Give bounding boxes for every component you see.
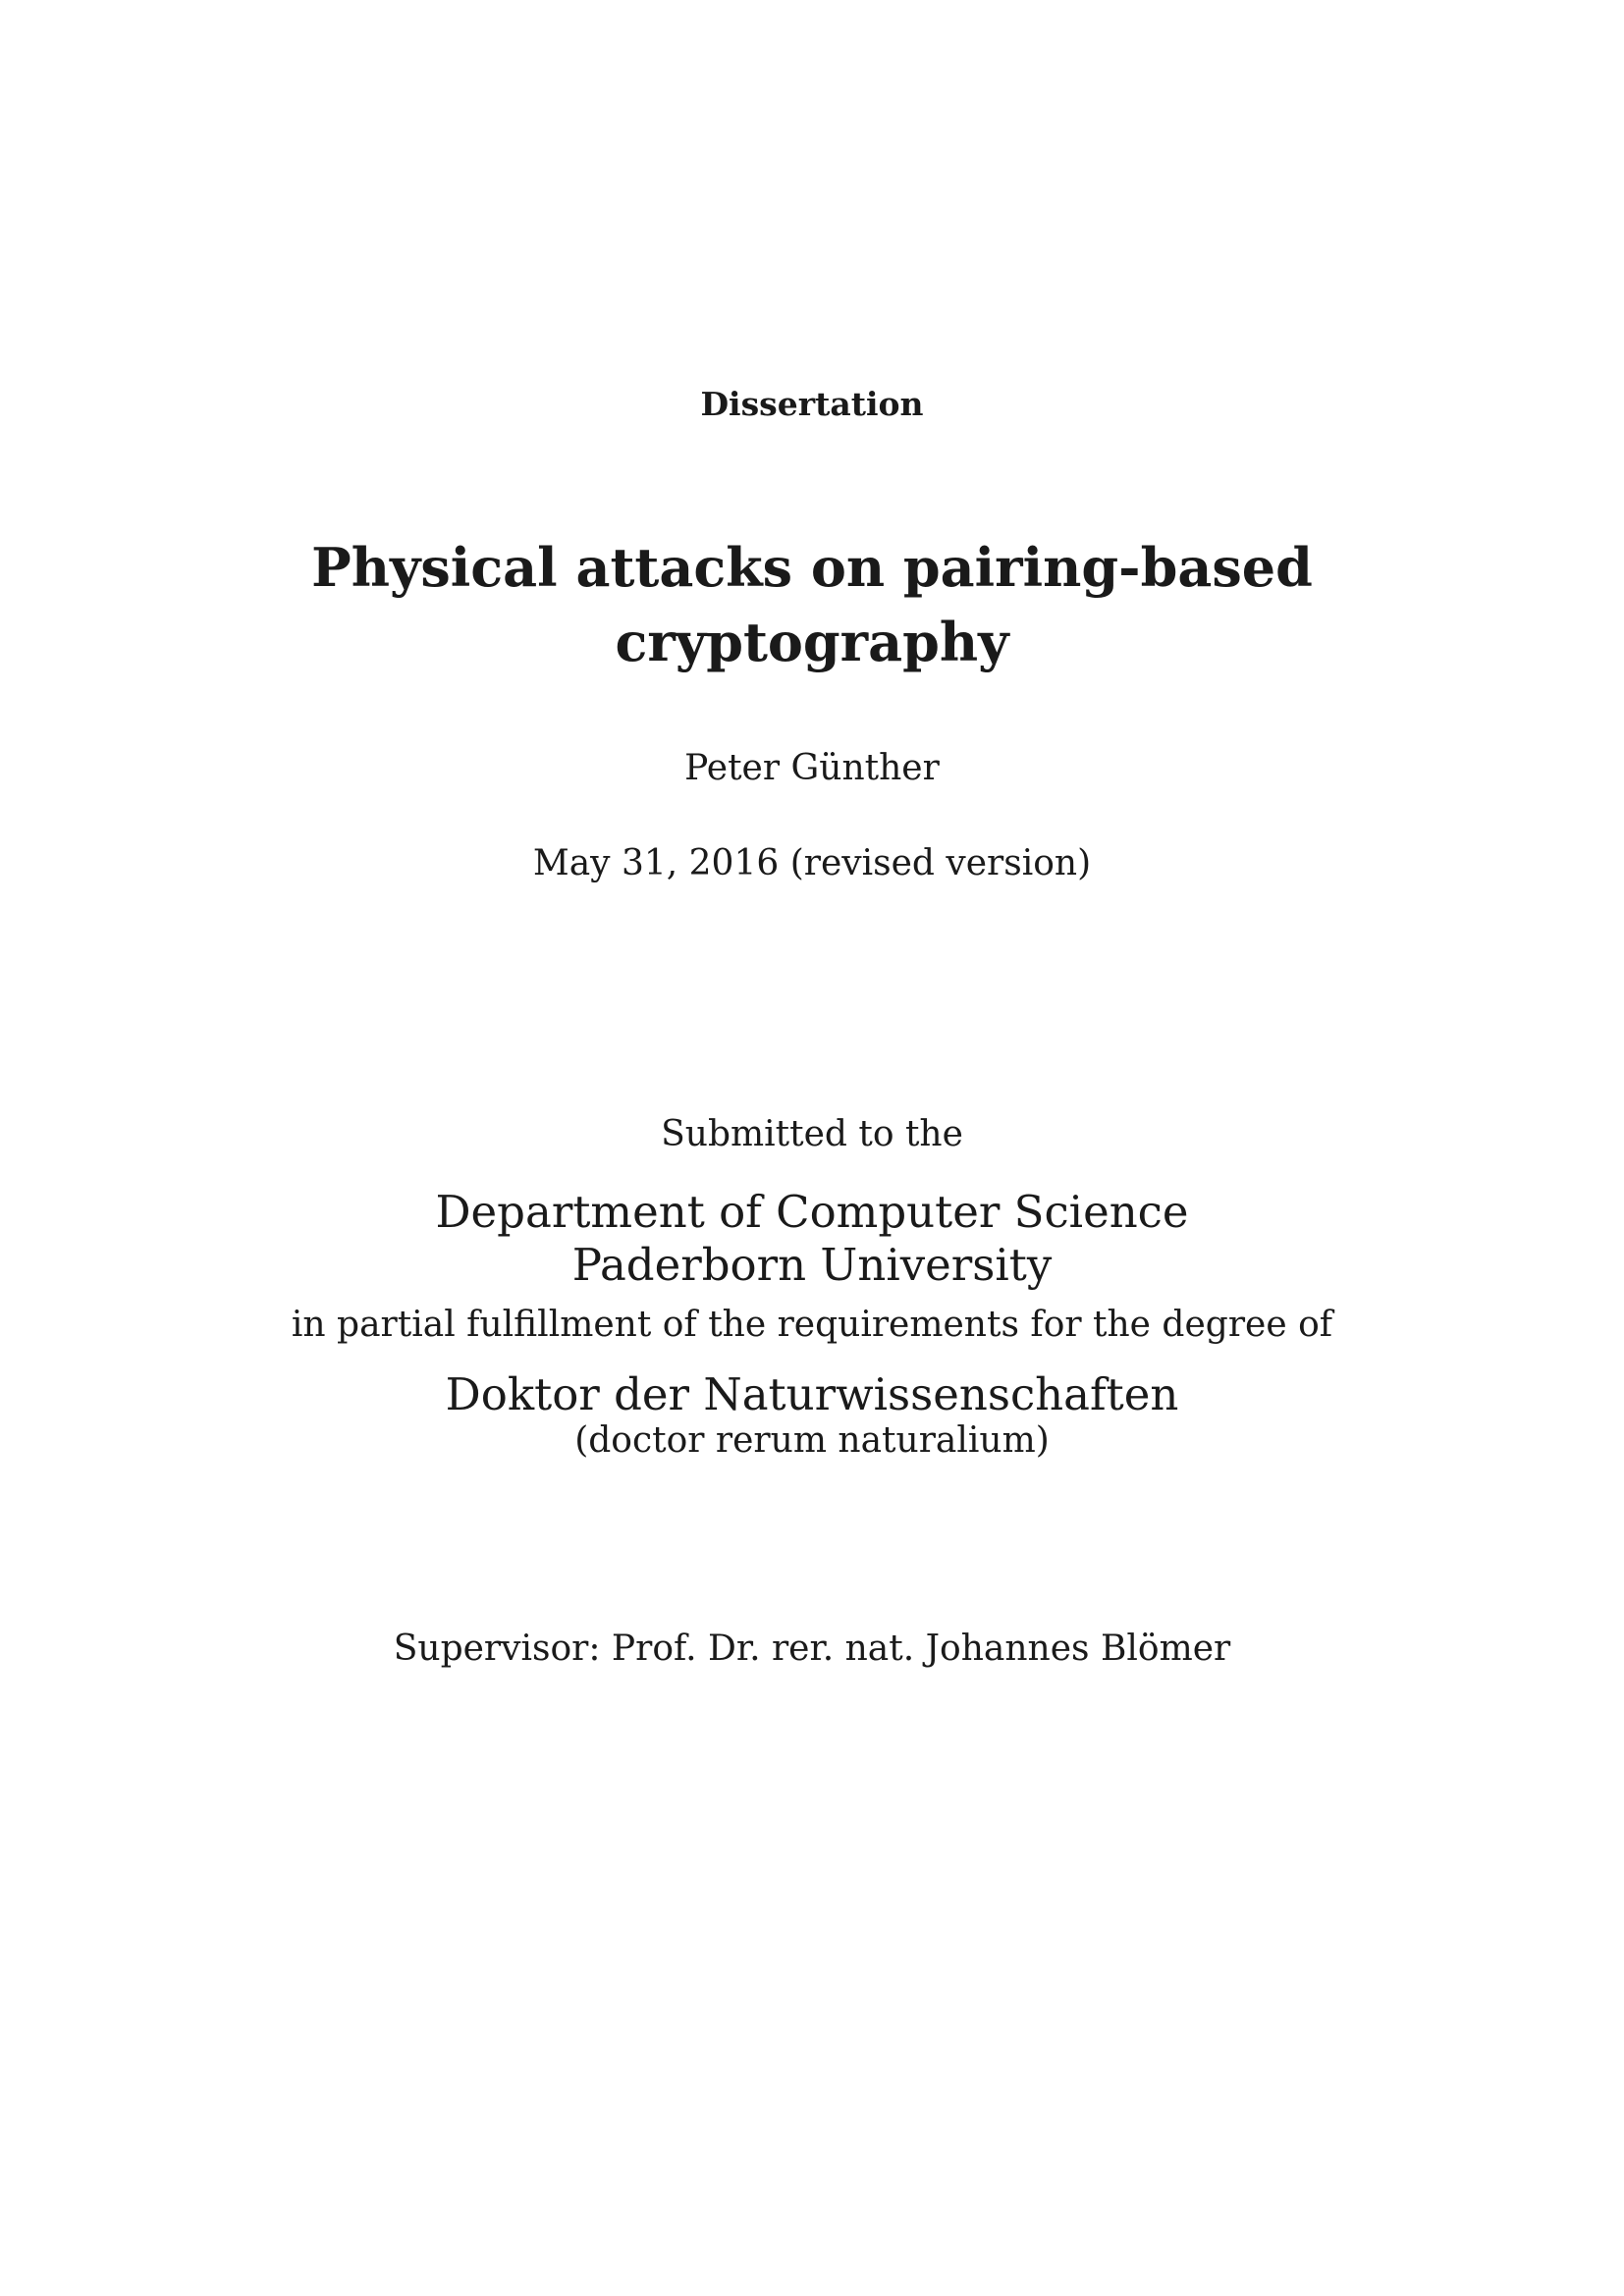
university-name: Paderborn University [571,1239,1053,1291]
document-label: Dissertation [700,385,924,423]
document-title-line-2: cryptography [615,611,1009,673]
author-name: Peter Günther [684,748,940,788]
document-date: May 31, 2016 (revised version) [532,843,1092,883]
department-block [0,1186,1624,1292]
document-title-line-1: Physical attacks on pairing-based [311,536,1313,599]
supervisor-line: Supervisor: Prof. Dr. rer. nat. Johannes Blömer [393,1629,1231,1669]
degree-latin-name: (doctor rerum naturalium) [574,1420,1050,1461]
submitted-to-text: Submitted to the [661,1114,963,1154]
department-name: Department of Computer Science [435,1186,1189,1238]
degree-name: Doktor der Naturwissenschaften [445,1368,1179,1420]
document-title [0,530,1624,679]
requirement-text: in partial fulfillment of the requirements for the degree of [291,1305,1333,1345]
